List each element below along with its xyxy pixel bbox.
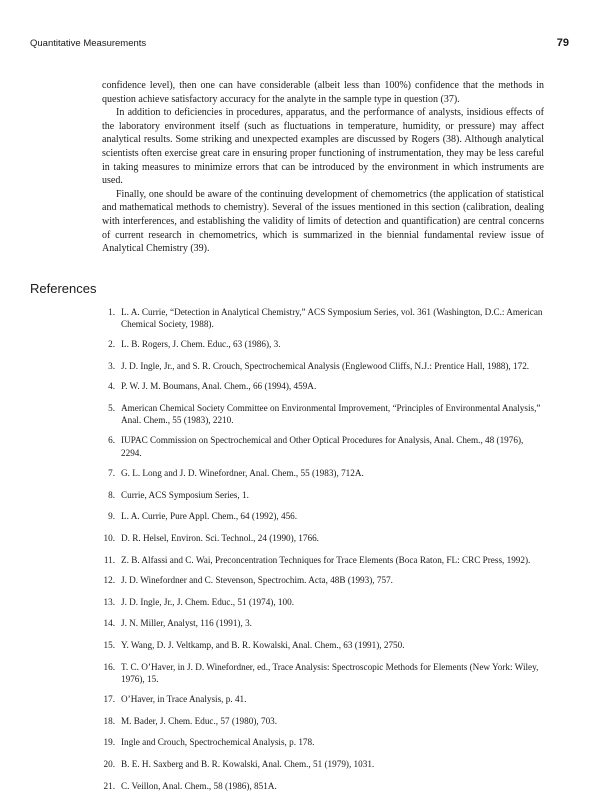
reference-text: G. L. Long and J. D. Winefordner, Anal. Chem., 55 (1983), 712A. [121, 467, 364, 478]
reference-number: 5. [108, 403, 115, 414]
reference-item [100, 736, 546, 748]
reference-item [100, 780, 546, 792]
reference-item [100, 693, 546, 705]
reference-number: 1. [108, 307, 115, 317]
reference-item [100, 402, 546, 426]
reference-item [100, 554, 546, 566]
reference-item [100, 380, 546, 392]
reference-number: 7. [108, 467, 115, 478]
reference-number: 3. [108, 361, 115, 372]
reference-text: M. Bader, J. Chem. Educ., 57 (1980), 703. [121, 715, 278, 726]
reference-number: 9. [108, 511, 115, 522]
reference-text: L. A. Currie, “Detection in Analytical Chemistry,” ACS Symposium Series, vol. 361 (Washington, D.C.: American Chemical Society, 1988). [121, 307, 543, 330]
reference-number: 10. [103, 532, 115, 543]
reference-text: IUPAC Commission on Spectrochemical and Other Optical Procedures for Analysis, Anal. Chem., 48 (1976), 2294. [121, 435, 524, 458]
reference-number: 13. [103, 596, 115, 607]
reference-text: D. R. Helsel, Environ. Sci. Technol., 24 (1990), 1766. [121, 532, 319, 543]
reference-item [100, 758, 546, 770]
reference-text: Ingle and Crouch, Spectrochemical Analysis, p. 178. [121, 737, 315, 748]
reference-number: 8. [108, 489, 115, 500]
reference-number: 14. [103, 618, 115, 629]
reference-text: B. E. H. Saxberg and B. R. Kowalski, Anal. Chem., 51 (1979), 1031. [121, 759, 375, 770]
reference-item [100, 338, 546, 350]
reference-text: P. W. J. M. Boumans, Anal. Chem., 66 (1994), 459A. [121, 381, 317, 392]
reference-item [100, 596, 546, 608]
paragraph: confidence level), then one can have considerable (albeit less than 100%) confidence that the methods in question achieve satisfactory accuracy for the analyte in the sample type in question (37). [102, 80, 544, 105]
reference-text: American Chemical Society Committee on Environmental Improvement, “Principles of Environmental Analysis,” Anal. Chem., 55 (1983), 2210. [121, 403, 541, 426]
reference-item [100, 489, 546, 501]
reference-text: J. D. Ingle, Jr., and S. R. Crouch, Spectrochemical Analysis (Englewood Cliffs, N.J.: Prentice Hall, 1988), 172. [121, 361, 530, 372]
reference-number: 20. [103, 759, 115, 770]
reference-text: L. A. Currie, Pure Appl. Chem., 64 (1992), 456. [121, 511, 298, 522]
reference-text: J. N. Miller, Analyst, 116 (1991), 3. [121, 618, 252, 629]
reference-item [100, 639, 546, 651]
reference-text: L. B. Rogers, J. Chem. Educ., 63 (1986), 3. [121, 339, 281, 350]
reference-number: 21. [103, 780, 115, 791]
reference-number: 11. [103, 554, 115, 565]
running-head [30, 38, 571, 52]
reference-number: 12. [103, 574, 115, 585]
body-text [102, 79, 544, 256]
reference-item [100, 467, 546, 479]
reference-text: J. D. Ingle, Jr., J. Chem. Educ., 51 (1974), 100. [121, 596, 295, 607]
reference-number: 16. [103, 661, 115, 672]
reference-number: 6. [108, 435, 115, 446]
reference-number: 19. [103, 737, 115, 748]
reference-item [100, 510, 546, 522]
reference-text: Y. Wang, D. J. Veltkamp, and B. R. Kowalski, Anal. Chem., 63 (1991), 2750. [121, 639, 405, 650]
reference-item [100, 360, 546, 372]
references-heading: References [30, 281, 97, 296]
reference-text: Currie, ACS Symposium Series, 1. [121, 489, 249, 500]
reference-text: T. C. O’Haver, in J. D. Winefordner, ed., Trace Analysis: Spectroscopic Methods for Elements (New York: Wiley, 1976), 15. [121, 661, 539, 684]
reference-number: 2. [108, 339, 115, 350]
reference-item [100, 532, 546, 544]
running-title: Quantitative Measurements [30, 38, 147, 49]
reference-text: C. Veillon, Anal. Chem., 58 (1986), 851A. [121, 780, 277, 791]
paragraph: In addition to deficiencies in procedures, apparatus, and the performance of analysts, insidious effects of the laboratory environment itself (such as fluctuations in temperature, humidity, or pressure) may affect analytical results. Some striking and unexpected examples are discussed by Rogers (38). Although analytical scientists often exercise great care in ensuring proper functioning of instrumentation, they may be less careful in taking measures to minimize errors that can be introduced by the environment in which instruments are used. [102, 107, 544, 187]
reference-item [100, 574, 546, 586]
reference-item [100, 617, 546, 629]
paragraph: Finally, one should be aware of the continuing development of chemometrics (the application of statistical and mathematical methods to chemistry). Several of the issues mentioned in this section (calibration, dealing with interferences, and establishing the validity of limits of detection and quantification) are central concerns of current research in chemometrics, which is summarized in the biennial fundamental review issue of Analytical Chemistry (39). [102, 188, 544, 255]
reference-item [100, 306, 546, 330]
reference-item [100, 715, 546, 727]
reference-number: 15. [103, 639, 115, 650]
reference-item [100, 661, 546, 685]
references-list [100, 306, 546, 802]
reference-number: 4. [108, 381, 115, 392]
reference-number: 18. [103, 715, 115, 726]
reference-item [100, 434, 546, 458]
page-number: 79 [556, 37, 569, 49]
reference-text: Z. B. Alfassi and C. Wai, Preconcentration Techniques for Trace Elements (Boca Raton, FL: CRC Press, 1992). [121, 554, 531, 565]
reference-text: J. D. Winefordner and C. Stevenson, Spectrochim. Acta, 48B (1993), 757. [121, 574, 393, 585]
reference-text: O’Haver, in Trace Analysis, p. 41. [121, 694, 247, 705]
reference-number: 17. [103, 694, 115, 705]
